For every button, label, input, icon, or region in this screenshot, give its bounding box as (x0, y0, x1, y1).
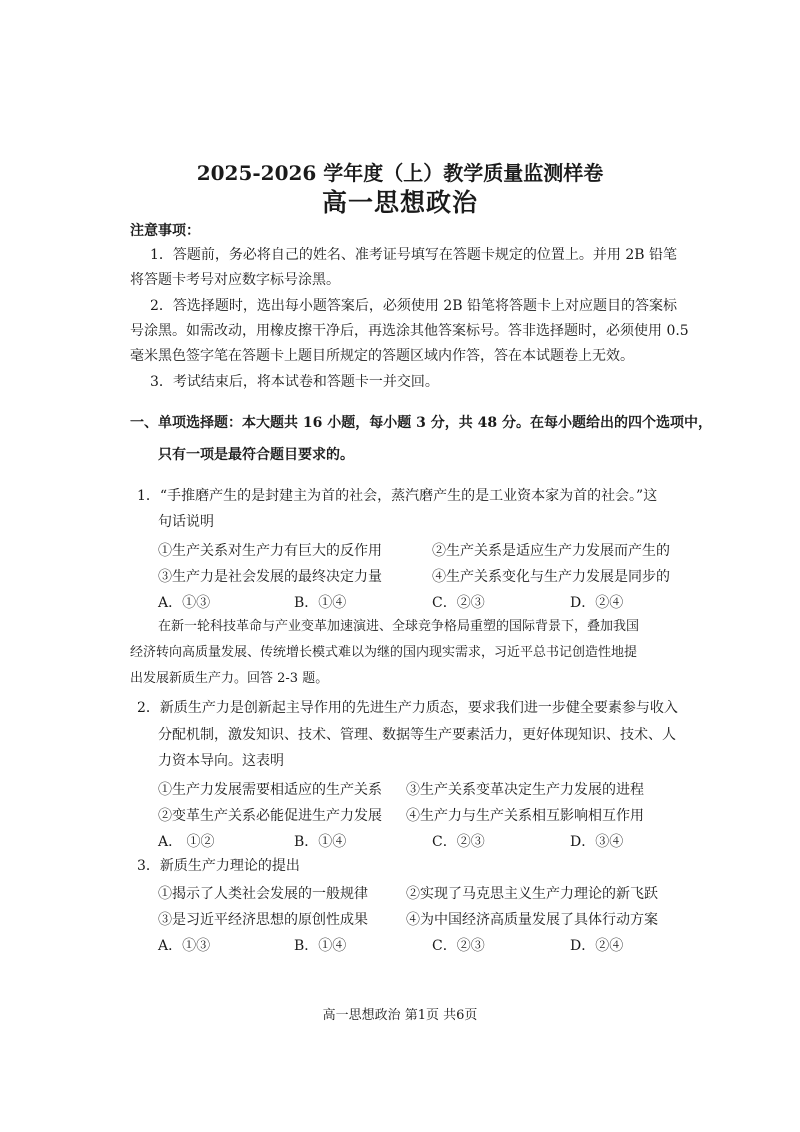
notice-line: 1．答题前，务必将自己的姓名、准考证号填写在答题卡规定的位置上。并用 2B 铅笔 (150, 247, 678, 263)
statement: ①生产关系对生产力有巨大的反作用 (158, 543, 382, 559)
statement: ④生产关系变化与生产力发展是同步的 (432, 569, 670, 585)
material-text: 出发展新质生产力。回答 2-3 题。 (130, 671, 329, 686)
statement: ④为中国经济高质量发展了具体行动方案 (406, 912, 658, 928)
notice-line: 2．答选择题时，选出每小题答案后，必须使用 2B 铅笔将答题卡上对应题目的答案标 (150, 298, 678, 314)
option-d: D．③④ (570, 834, 624, 850)
question-3-statements-row (158, 883, 678, 903)
option-a: A．①③ (158, 938, 211, 954)
question-3-statements-row (158, 909, 678, 929)
option-a: A． ①② (158, 834, 215, 850)
question-3-options (158, 935, 678, 955)
statement: ③生产关系变革决定生产力发展的进程 (406, 782, 644, 798)
notice-line: 3．考试结束后，将本试卷和答题卡一并交回。 (150, 374, 439, 390)
statement: ③生产力是社会发展的最终决定力量 (158, 569, 382, 585)
question-2-stem-cont: 力资本导向。这表明 (158, 753, 284, 769)
question-1-statements-row (158, 566, 678, 586)
section-heading: 一、单项选择题：本大题共 16 小题，每小题 3 分，共 48 分。在每小题给出的四个选项中， (130, 415, 712, 431)
notice-heading: 注意事项： (130, 223, 200, 239)
statement: ②生产关系是适应生产力发展而产生的 (432, 543, 670, 559)
option-d: D．②④ (570, 595, 624, 611)
option-b: B．①④ (294, 938, 347, 954)
question-3-stem: 3．新质生产力理论的提出 (137, 858, 300, 874)
notice-line: 将答题卡考号对应数字标号涂黑。 (130, 272, 340, 288)
question-1-stem: 1．“手推磨产生的是封建主为首的社会，蒸汽磨产生的是工业资本家为首的社会。”这 (137, 488, 658, 504)
question-2-statements-row (158, 779, 678, 799)
option-c: C．②③ (432, 595, 485, 611)
material-text: 在新一轮科技革命与产业变革加速演进、全球竞争格局重塑的国际背景下，叠加我国 (158, 619, 640, 634)
question-1-statements-row (158, 540, 678, 560)
option-a: A．①③ (158, 595, 211, 611)
statement: ③是习近平经济思想的原创性成果 (158, 912, 368, 928)
statement: ①生产力发展需要相适应的生产关系 (158, 782, 382, 798)
statement: ④生产力与生产关系相互影响相互作用 (406, 808, 644, 824)
question-2-options (158, 831, 678, 851)
section-heading-cont: 只有一项是最符合题目要求的。 (158, 447, 354, 463)
exam-title: 2025-2026 学年度（上）教学质量监测样卷 (196, 161, 604, 185)
option-d: D．②④ (570, 938, 624, 954)
question-2-statements-row (158, 805, 678, 825)
option-c: C．②③ (432, 938, 485, 954)
question-1-stem-cont: 句话说明 (158, 514, 214, 530)
question-2-stem-cont: 分配机制，激发知识、技术、管理、数据等生产要素活力，更好体现知识、技术、人 (158, 727, 676, 743)
question-1-options (158, 592, 678, 612)
material-text: 经济转向高质量发展、传统增长模式难以为继的国内现实需求，习近平总书记创造性地提 (130, 645, 638, 660)
option-b: B．①④ (294, 834, 347, 850)
statement: ②实现了马克思主义生产力理论的新飞跃 (406, 886, 658, 902)
question-2-stem: 2．新质生产力是创新起主导作用的先进生产力质态，要求我们进一步健全要素参与收入 (137, 700, 678, 716)
option-b: B．①④ (294, 595, 347, 611)
statement: ①揭示了人类社会发展的一般规律 (158, 886, 368, 902)
page-footer: 高一思想政治 第1页 共6页 (322, 1008, 478, 1023)
statement: ②变革生产关系必能促进生产力发展 (158, 808, 382, 824)
option-c: C．②③ (432, 834, 485, 850)
subject-title: 高一思想政治 (321, 188, 478, 217)
notice-line: 号涂黑。如需改动，用橡皮擦干净后，再选涂其他答案标号。答非选择题时，必须使用 0.5 (130, 323, 689, 339)
notice-line: 毫米黑色签字笔在答题卡上题目所规定的答题区域内作答，答在本试题卷上无效。 (130, 348, 634, 364)
